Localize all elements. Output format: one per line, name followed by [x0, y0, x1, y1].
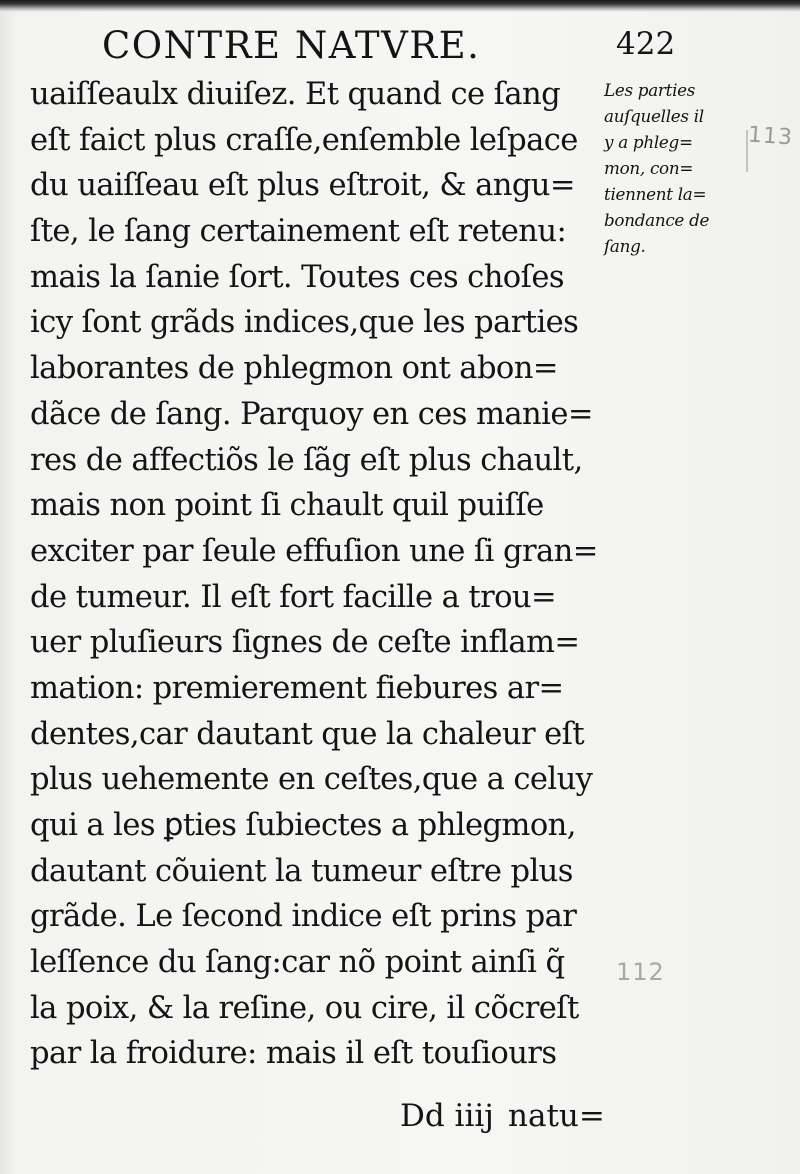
text-line: eſt faict plus craſſe,enſemble leſpace: [30, 121, 578, 158]
text-line: dãce de ſang. Parquoy en ces manie=: [30, 395, 593, 432]
catchword: natu=: [508, 1098, 605, 1134]
text-line: mation: premierement fiebures ar=: [30, 669, 564, 706]
text-line: grãde. Le ſecond indice eſt prins par: [30, 898, 577, 935]
text-line: la poix, & la reſine, ou cire, il cõcreſt: [30, 989, 579, 1026]
margin-note-line: y a phleg=: [604, 133, 693, 153]
text-line: mais la ſanie ſort. Toutes ces choſes: [30, 258, 564, 295]
text-line: qui a les ꝑties ſubiectes a phlegmon,: [30, 807, 576, 843]
body-text-block: [30, 72, 610, 1077]
text-line: leſſence du ſang:car nõ point ainſi q̃: [30, 944, 565, 981]
text-line: icy ſont grãds indices,que les parties: [30, 304, 579, 341]
text-line: ſte, le ſang certainement eſt retenu:: [30, 213, 567, 250]
text-line: laborantes de phlegmon ont abon=: [30, 350, 558, 387]
text-line: de tumeur. Il eſt fort facille a trou=: [30, 578, 557, 615]
text-line: plus uehemente en ceſtes,que a celuy: [30, 761, 593, 798]
text-line: dautant cõuient la tumeur eſtre plus: [30, 852, 573, 889]
page-top-shadow: [0, 0, 800, 12]
margin-note-line: auſquelles il: [604, 107, 704, 127]
text-line: uaiſſeaulx diuiſez. Et quand ce ſang: [30, 76, 561, 112]
pencil-annotation-top: 113: [747, 122, 794, 151]
text-line: mais non point ſi chault quil puiſſe: [30, 487, 544, 524]
text-line: res de affectiõs le ſãg eſt plus chault,: [30, 441, 583, 478]
running-head: CONTRE NATVRE.: [102, 24, 481, 67]
text-line: exciter par ſeule effuſion une ſi gran=: [30, 532, 598, 569]
page-number: 422: [616, 26, 676, 62]
signature-mark: Dd iiij: [400, 1098, 494, 1134]
margin-note-line: tiennent la=: [604, 185, 707, 205]
text-line: par la froidure: mais il eſt touſiours: [30, 1035, 557, 1072]
text-line: uer pluſieurs ſignes de ceſte inflam=: [30, 624, 580, 661]
marginal-note: [604, 78, 744, 260]
text-line: dentes,car dautant que la chaleur eſt: [30, 715, 585, 752]
margin-note-line: bondance de: [604, 211, 710, 231]
pencil-annotation-bottom: 112: [616, 958, 665, 986]
margin-note-line: ſang.: [604, 237, 646, 257]
margin-note-line: Les parties: [604, 81, 696, 101]
text-line: du uaiſſeau eſt plus eſtroit, & angu=: [30, 167, 575, 204]
margin-note-line: mon, con=: [604, 159, 694, 179]
